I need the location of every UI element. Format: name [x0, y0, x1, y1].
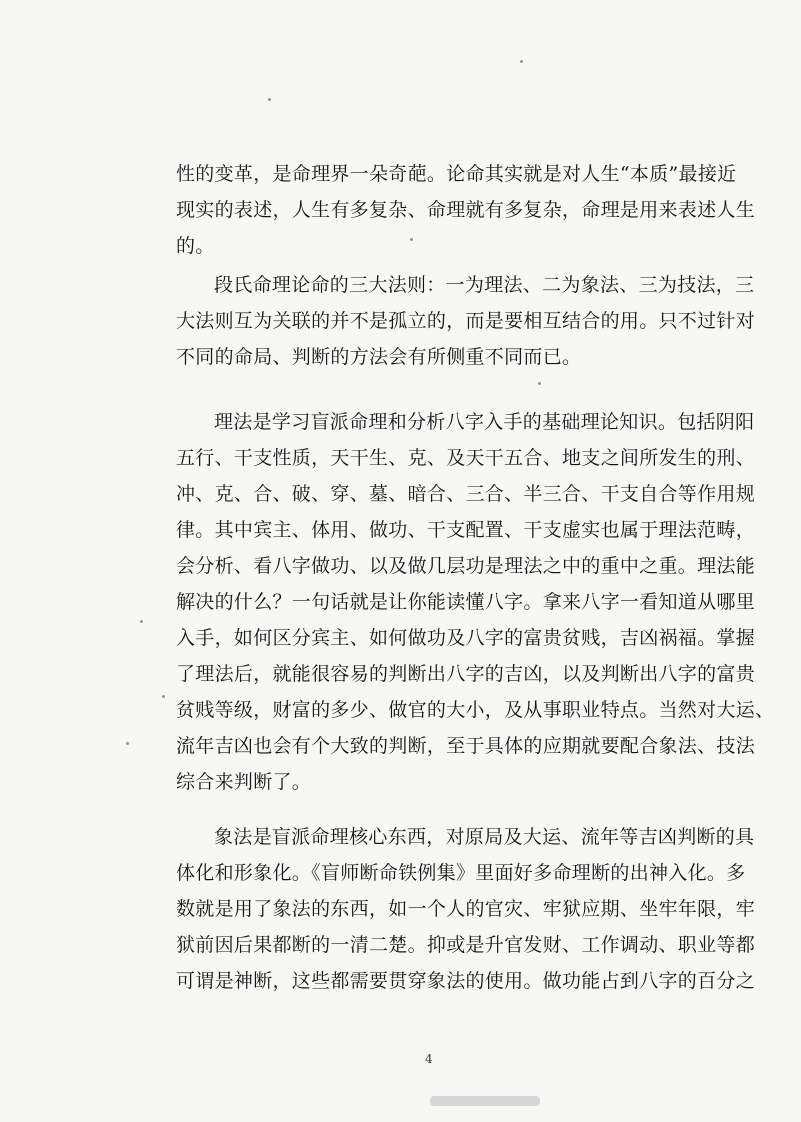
text-line: 狱前因后果都断的一清二楚。抑或是升官发财、工作调动、职业等都 [176, 934, 756, 956]
paragraph-three-principles [176, 267, 756, 375]
scan-speck [538, 382, 541, 385]
text-line: 可谓是神断，这些都需要贯穿象法的使用。做功能占到八字的百分之 [176, 970, 756, 992]
scan-speck [162, 695, 165, 698]
text-line: 了理法后，就能很容易的判断出八字的吉凶，以及判断出八字的富贵 [176, 663, 756, 685]
paragraph-continuation [176, 156, 756, 264]
text-line: 象法是盲派命理核心东西，对原局及大运、流年等吉凶判断的具 [214, 826, 755, 848]
text-line: 流年吉凶也会有个大致的判断，至于具体的应期就要配合象法、技法 [176, 735, 756, 757]
paragraph-lifa [176, 404, 775, 800]
text-line: 性的变革，是命理界一朵奇葩。论命其实就是对人生“本质”最接近 [176, 163, 737, 185]
text-line: 不同的命局、判断的方法会有所侧重不同而已。 [176, 346, 582, 368]
text-line: 体化和形象化。《盲师断命铁例集》里面好多命理断的出神入化。多 [176, 862, 746, 884]
text-line: 理法是学习盲派命理和分析八字入手的基础理论知识。包括阴阳 [214, 411, 755, 433]
text-line: 综合来判断了。 [176, 771, 312, 793]
scan-smudge [430, 1096, 540, 1106]
text-line: 段氏命理论命的三大法则：一为理法、二为象法、三为技法，三 [214, 274, 755, 296]
text-line: 大法则互为关联的并不是孤立的，而是要相互结合的用。只不过针对 [176, 310, 756, 332]
text-line: 五行、干支性质，天干生、克、及天干五合、地支之间所发生的刑、 [176, 447, 756, 469]
paragraph-xiangfa [176, 819, 756, 999]
page-number: 4 [425, 1052, 433, 1066]
text-line: 入手，如何区分宾主、如何做功及八字的富贵贫贱，吉凶祸福。掌握 [176, 627, 756, 649]
text-line: 现实的表述，人生有多复杂、命理就有多复杂，命理是用来表述人生 [176, 199, 756, 221]
text-line: 冲、克、合、破、穿、墓、暗合、三合、半三合、干支自合等作用规 [176, 483, 756, 505]
text-line: 律。其中宾主、体用、做功、干支配置、干支虚实也属于理法范畴， [176, 519, 756, 541]
text-line: 会分析、看八字做功、以及做几层功是理法之中的重中之重。理法能 [176, 555, 756, 577]
scan-speck [268, 98, 271, 101]
text-line: 贫贱等级，财富的多少、做官的大小，及从事职业特点。当然对大运、 [176, 699, 775, 721]
scan-speck [140, 620, 143, 623]
scan-speck [126, 742, 129, 745]
text-line: 的。 [176, 235, 215, 257]
scan-speck [520, 60, 523, 63]
text-line: 解决的什么？一句话就是让你能读懂八字。拿来八字一看知道从哪里 [176, 591, 756, 613]
text-line: 数就是用了象法的东西，如一个人的官灾、牢狱应期、坐牢年限，牢 [176, 898, 756, 920]
